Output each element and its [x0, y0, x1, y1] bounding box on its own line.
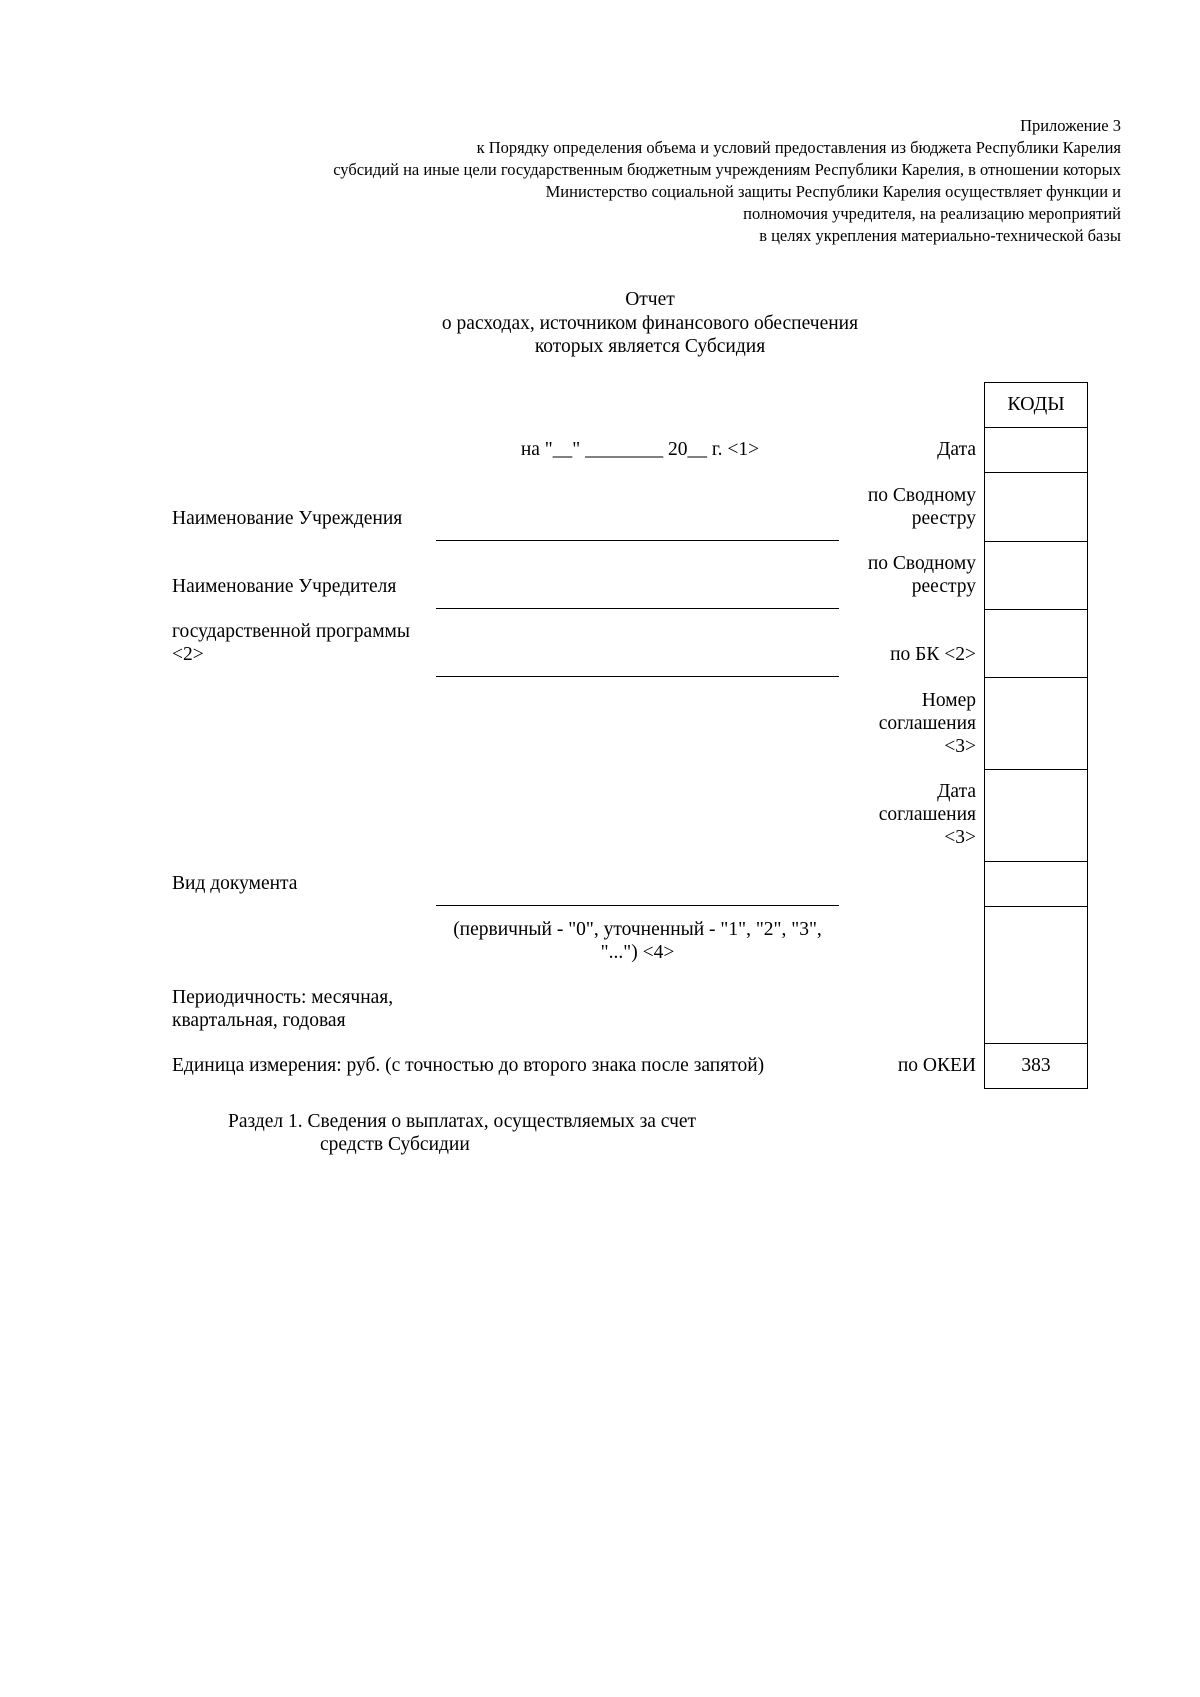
periodicity-line2: квартальная, годовая [172, 1010, 346, 1031]
codes-bottom-border [984, 1088, 1088, 1089]
program-label-line2: <2> [172, 644, 204, 665]
title-line-3: которых является Субсидия [534, 336, 766, 357]
title-line-2: о расходах, источником финансового обеспечения [441, 312, 859, 334]
doc-type-label: Вид документа [172, 873, 298, 894]
codes-line [984, 1043, 1088, 1044]
founder-field[interactable] [436, 608, 839, 609]
institution-label: Наименование Учреждения [172, 508, 403, 529]
codes-right-border [1087, 382, 1088, 1089]
section1-title-line1: Раздел 1. Сведения о выплатах, осуществляемых за счет [228, 1111, 697, 1132]
appendix-line-1: Приложение 3 [1020, 116, 1121, 135]
date-label: Дата [937, 439, 976, 460]
appendix-line-4: Министерство социальной защиты Республики Карелия осуществляет функции и [545, 182, 1121, 201]
codes-left-border [984, 382, 985, 1089]
appendix-line-5: полномочия учредителя, на реализацию мероприятий [743, 204, 1121, 223]
agreement-date-line1: Дата [937, 781, 976, 802]
bk-label: по БК <2> [890, 644, 976, 665]
codes-line [984, 472, 1088, 473]
section1-title-line2: средств Субсидии [320, 1134, 470, 1155]
appendix-note [121, 115, 1121, 247]
reestr-label-1-line2: реестру [911, 508, 976, 529]
codes-line [984, 677, 1088, 678]
agreement-date-line3: <3> [944, 827, 976, 848]
institution-field[interactable] [436, 540, 839, 541]
agreement-number-line2: соглашения [878, 713, 976, 734]
codes-line [984, 769, 1088, 770]
codes-header: КОДЫ [1007, 393, 1065, 415]
reestr-label-1-line1: по Сводному [867, 485, 976, 506]
report-date-line[interactable]: на "__" ________ 20__ г. <1> [520, 439, 760, 460]
appendix-line-2: к Порядку определения объема и условий предоставления из бюджета Республики Карелия [476, 138, 1121, 157]
codes-top-border [984, 382, 1088, 383]
agreement-number-line1: Номер [921, 690, 976, 711]
periodicity-line1: Периодичность: месячная, [172, 987, 394, 1008]
codes-line [984, 609, 1088, 610]
unit-label: Единица измерения: руб. (с точностью до второго знака после запятой) [172, 1055, 765, 1076]
reestr-label-2-line2: реестру [911, 576, 976, 597]
doc-type-field[interactable] [436, 905, 839, 906]
reestr-label-2-line1: по Сводному [867, 553, 976, 574]
okei-label: по ОКЕИ [897, 1055, 976, 1076]
doc-type-hint-line1: (первичный - "0", уточненный - "1", "2", "3", [453, 919, 822, 940]
doc-type-hint-line2: "...") <4> [600, 942, 675, 963]
agreement-number-line3: <3> [944, 736, 976, 757]
codes-line [984, 427, 1088, 428]
agreement-date-line2: соглашения [878, 804, 976, 825]
codes-line [984, 861, 1088, 862]
appendix-line-6: в целях укрепления материально-технической базы [759, 226, 1121, 245]
codes-line [984, 541, 1088, 542]
codes-line [984, 906, 1088, 907]
appendix-line-3: субсидий на иные цели государственным бюджетным учреждениям Республики Карелия, в отношении которых [333, 160, 1121, 179]
title-line-1: Отчет [625, 289, 675, 310]
program-label-line1: государственной программы [172, 621, 410, 642]
founder-label: Наименование Учредителя [172, 576, 397, 597]
program-field[interactable] [436, 676, 839, 677]
okei-code-cell[interactable]: 383 [1021, 1055, 1051, 1076]
report-title [300, 288, 1000, 359]
